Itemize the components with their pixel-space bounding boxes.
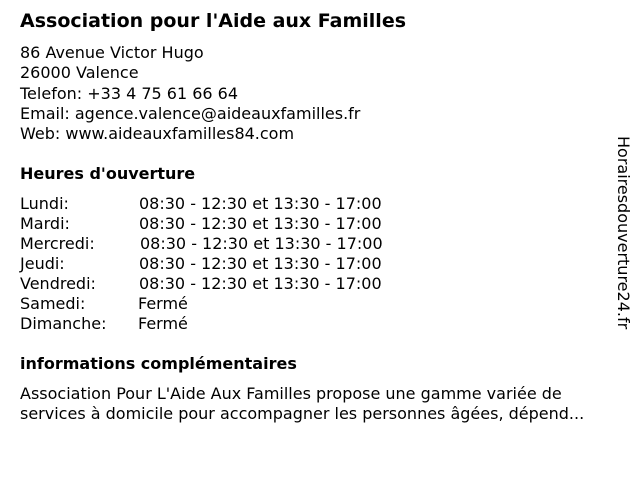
info-text-line-2: services à domicile pour accompagner les personnes âgées, dépend...	[20, 404, 585, 423]
hours-day: Mercredi:	[20, 234, 95, 253]
hours-heading: Heures d'ouverture	[20, 164, 196, 183]
hours-day: Vendredi:	[20, 274, 96, 293]
hours-day: Samedi:	[20, 294, 86, 313]
web-line: Web: www.aideauxfamilles84.com	[20, 124, 295, 143]
hours-time: Fermé	[138, 294, 188, 313]
info-text-line-1: Association Pour L'Aide Aux Familles propose une gamme variée de	[20, 384, 562, 403]
business-name: Association pour l'Aide aux Familles	[20, 10, 407, 32]
hours-time: 08:30 - 12:30 et 13:30 - 17:00	[139, 214, 382, 233]
address-line-1: 86 Avenue Victor Hugo	[20, 43, 204, 62]
watermark-text: Horairesdouverture24.fr	[614, 136, 633, 330]
hours-day: Lundi:	[20, 194, 69, 213]
address-line-2: 26000 Valence	[20, 63, 139, 82]
hours-day: Jeudi:	[20, 254, 65, 273]
hours-time: 08:30 - 12:30 et 13:30 - 17:00	[139, 254, 382, 273]
hours-time: 08:30 - 12:30 et 13:30 - 17:00	[139, 194, 382, 213]
email-line: Email: agence.valence@aideauxfamilles.fr	[20, 104, 361, 123]
hours-day: Mardi:	[20, 214, 70, 233]
info-heading: informations complémentaires	[20, 354, 297, 373]
hours-day: Dimanche:	[20, 314, 107, 333]
hours-time: 08:30 - 12:30 et 13:30 - 17:00	[139, 274, 382, 293]
phone-line: Telefon: +33 4 75 61 66 64	[20, 84, 239, 103]
hours-time: 08:30 - 12:30 et 13:30 - 17:00	[140, 234, 383, 253]
hours-time: Fermé	[138, 314, 188, 333]
